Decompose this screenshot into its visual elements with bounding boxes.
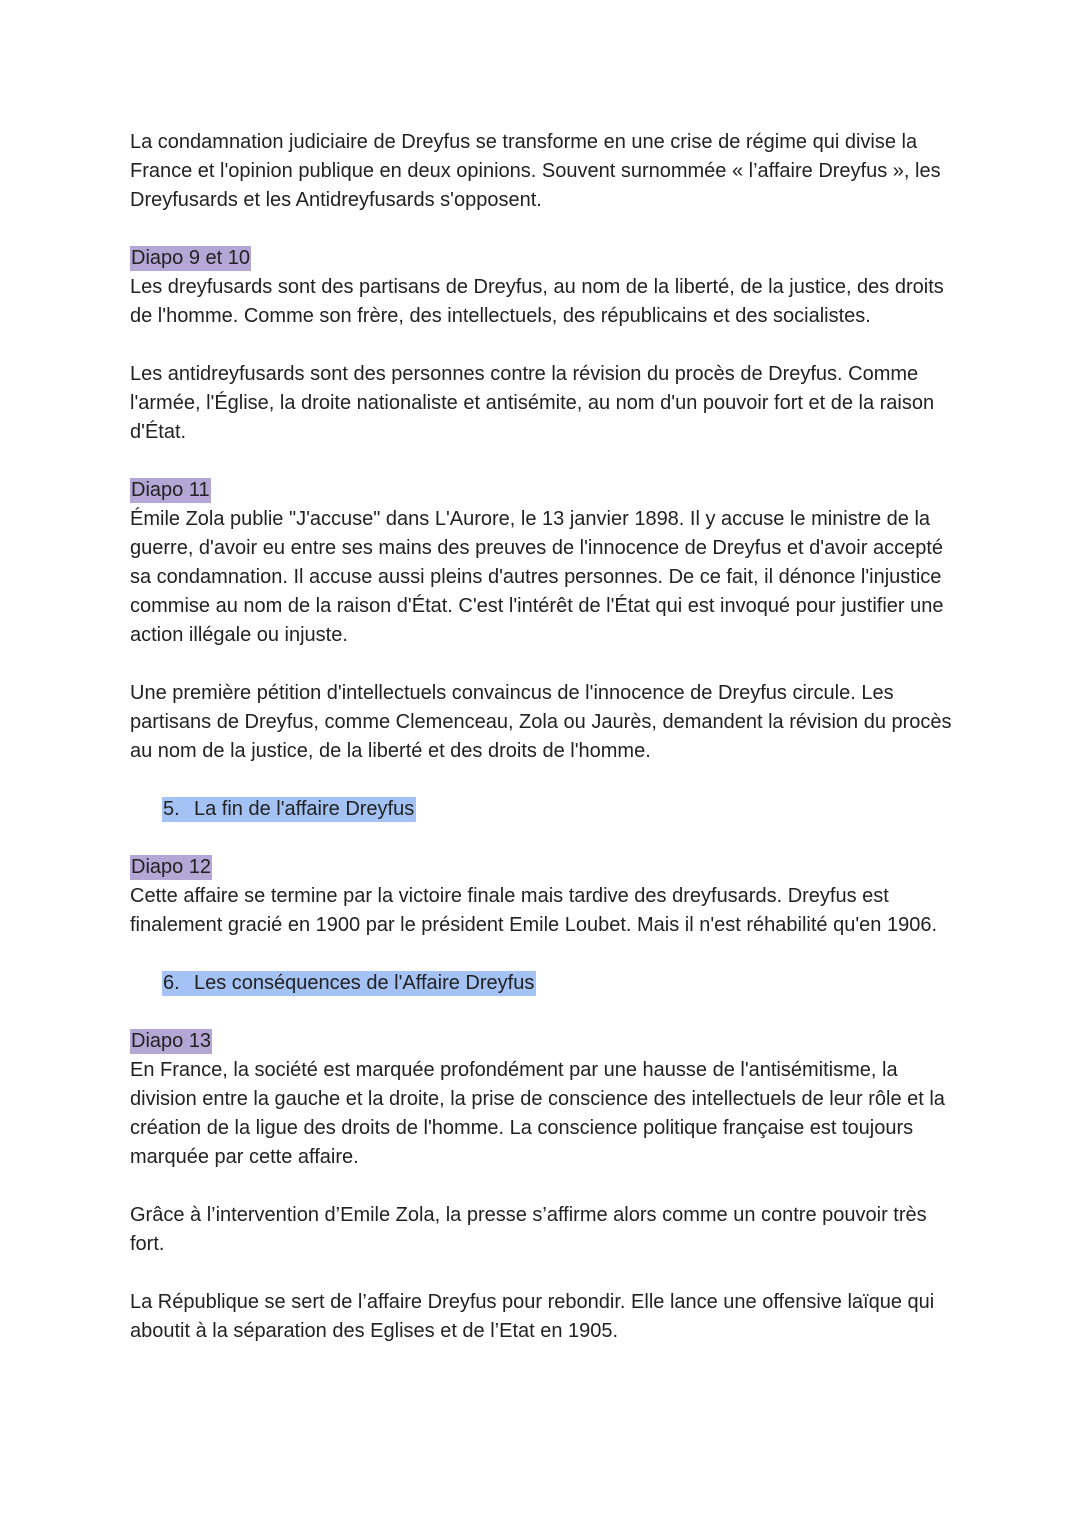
diapo-13-paragraph-2: Grâce à l’intervention d’Emile Zola, la presse s’affirme alors comme un contre pouvoir très fort. [130,1204,927,1255]
diapo-11-paragraph-1: Émile Zola publie "J'accuse" dans L'Aurore, le 13 janvier 1898. Il y accuse le ministre de la guerre, d'avoir eu entre ses mains des preuves de l'innocence de Dreyfus et d'avoir accepté sa condamnation. Il accuse aussi pleins d'autres personnes. De ce fait, il dénonce l'injustice commise au nom de la raison d'État. C'est l'intérêt de l'État qui est invoqué pour justifier une action illégale ou injuste. [130,508,944,646]
diapo-13-paragraph-3: La République se sert de l’affaire Dreyfus pour rebondir. Elle lance une offensive laïque qui aboutit à la séparation des Eglises et de l’Etat en 1905. [130,1291,935,1342]
diapo-13-paragraph-1: En France, la société est marquée profondément par une hausse de l'antisémitisme, la division entre la gauche et la droite, la prise de conscience des intellectuels de leur rôle et la création de la ligue des droits de l'homme. La conscience politique française est toujours marquée par cette affaire. [130,1059,945,1168]
section-heading-6 [130,969,960,998]
section-heading-5-number: 5. [163,798,180,820]
diapo-9-10-paragraph-1: Les dreyfusards sont des partisans de Dreyfus, au nom de la liberté, de la justice, des droits de l'homme. Comme son frère, des intellectuels, des républicains et des socialistes. [130,276,944,327]
section-heading-6-number: 6. [163,972,180,994]
diapo-11-label: Diapo 11 [131,479,210,501]
section-heading-6-title: Les conséquences de l'Affaire Dreyfus [194,972,535,994]
diapo-11-paragraph-2: Une première pétition d'intellectuels convaincus de l'innocence de Dreyfus circule. Les partisans de Dreyfus, comme Clemenceau, Zola ou Jaurès, demandent la révision du procès au nom de la justice, de la liberté et des droits de l'homme. [130,682,952,762]
intro-paragraph: La condamnation judiciaire de Dreyfus se transforme en une crise de régime qui divise la France et l'opinion publique en deux opinions. Souvent surnommée « l’affaire Dreyfus », les Dreyfusards et les Antidreyfusards s'opposent. [130,131,941,211]
document-page [130,128,960,1346]
section-heading-5-title: La fin de l'affaire Dreyfus [194,798,415,820]
diapo-9-10-label: Diapo 9 et 10 [131,247,250,269]
section-heading-5 [130,795,960,824]
diapo-12-label: Diapo 12 [131,856,212,878]
diapo-9-10-paragraph-2: Les antidreyfusards sont des personnes contre la révision du procès de Dreyfus. Comme l'armée, l'Église, la droite nationaliste et antisémite, au nom d'un pouvoir fort et de la raison d'État. [130,363,935,443]
diapo-13-label: Diapo 13 [131,1030,212,1052]
diapo-12-paragraph-1: Cette affaire se termine par la victoire finale mais tardive des dreyfusards. Dreyfus est finalement gracié en 1900 par le président Emile Loubet. Mais il n'est réhabilité qu'en 1906. [130,885,938,936]
